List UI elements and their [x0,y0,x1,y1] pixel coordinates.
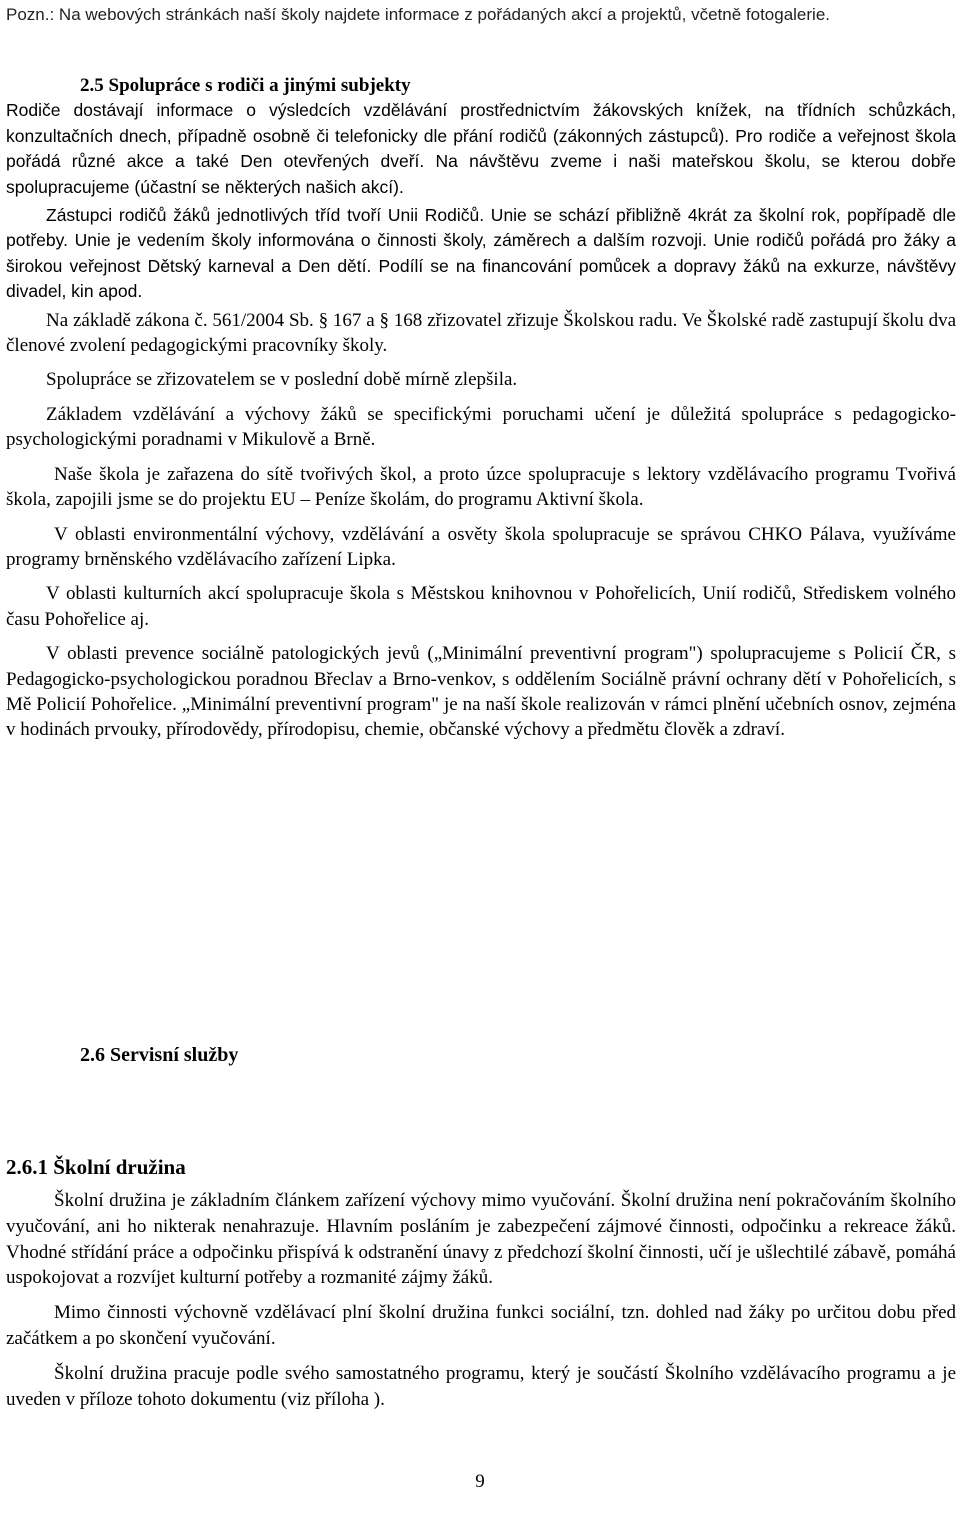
paragraph-counseling: Základem vzdělávání a výchovy žáků se specifickými poruchami učení je důležitá spolupráce s pedagogicko-psychologickými poradnami v Mikulově a Brně. [6,403,956,451]
paragraph-club-social: Mimo činnosti výchovně vzdělávací plní školní družina funkci sociální, tzn. dohled nad žáky po určitou dobu před začátkem a po skončení vyučování. [6,1302,956,1349]
paragraph-culture: V oblasti kulturních akcí spolupracuje škola s Městskou knihovnou v Pohořelicích, Unií rodičů, Střediskem volného času Pohořelice aj. [6,583,956,630]
section-cooperation [6,73,956,743]
section-title-2-5: 2.5 Spolupráce s rodiči a jinými subjekty [80,75,411,96]
paragraph-environment: V oblasti environmentální výchovy, vzdělávání a osvěty škola spolupracuje se správou CHKO Pálava, využíváme programy brněnského vzdělávacího zařízení Lipka. [6,523,956,570]
paragraph-club-purpose: Školní družina je základním článkem zařízení výchovy mimo vyučování. Školní družina není pokračováním školního vyučování, ani ho nikterak nenahrazuje. Hlavním posláním je zabezpečení zájmové činnosti, odpočinku a rekreace žáků. Vhodné střídání práce a odpočinku přispívá k odstranění únavy z předchozí školní činnosti, učí je ušlechtilé zábavě, pomáhá uspokojovat a rozvíjet kulturní potřeby a rozmanité zájmy žáků. [6,1190,956,1289]
paragraph-parents-union: Zástupci rodičů žáků jednotlivých tříd tvoří Unii Rodičů. Unie se schází přibližně 4krát za školní rok, popřípadě dle potřeby. Unie je vedením školy informována o činnosti školy, záměrech a dalším rozvoji. Unie rodičů pořádá pro žáky a širokou veřejnost Dětský karneval a Den dětí. Podílí se na financování pomůcek a dopravy žáků na exkurze, návštěvy divadel, kin apod. [6,205,956,302]
section-title-2-6: 2.6 Servisní služby [80,1044,239,1066]
section-title-2-6-1: 2.6.1 Školní družina [6,1155,186,1179]
paragraph-club-program: Školní družina pracuje podle svého samostatného programu, který je součástí Školního vzdělávacího programu a je uveden v příloze tohoto dokumentu (viz příloha ). [6,1362,956,1410]
paragraph-founder: Spolupráce se zřizovatelem se v poslední době mírně zlepšila. [46,369,518,391]
paragraph-school-council: Na základě zákona č. 561/2004 Sb. § 167 a § 168 zřizovatel zřizuje Školskou radu. Ve Školské radě zastupují školu dva členové zvolení pedagogickými pracovníky školy. [6,309,956,357]
paragraph-parents-info: Rodiče dostávají informace o výsledcích vzdělávání prostřednictvím žákovských knížek, na třídních schůzkách, konzultačních dnech, případně osobně či telefonicky dle přání rodičů (zákonných zástupců). Pro rodiče a veřejnost škola pořádá různé akce a také Den otevřených dveří. Na návštěvu zveme i naši mateřskou školu, se kterou dobře spolupracujeme (účastní se některých našich akcí). [6,100,956,197]
paragraph-prevention: V oblasti prevence sociálně patologických jevů („Minimální preventivní program") spolupracujeme s Policií ČR, s Pedagogicko-psychologickou poradnou Břeclav a Brno-venkov, s oddělením Sociálně právní ochrany dětí v Pohořelicích, s Mě Policií Pohořelice. „Minimální preventivní program" je na naší škole realizován v rámci plnění učebních osnov, zejména v hodinách prvouky, přírodovědy, přírodopisu, chemie, občanské výchovy a předmětu člověk a zdraví. [6,643,956,741]
page-number: 9 [475,1471,485,1492]
paragraph-creative-schools: Naše škola je zařazena do sítě tvořivých škol, a proto úzce spolupracuje s lektory vzdělávacího programu Tvořivá škola, zapojili jsme se do projektu EU – Peníze školám, do programu Aktivní škola. [6,463,956,511]
web-note: Pozn.: Na webových stránkách naší školy najdete informace z pořádaných akcí a projektů, včetně fotogalerie. [6,5,831,24]
section-after-school-club [6,1188,956,1412]
